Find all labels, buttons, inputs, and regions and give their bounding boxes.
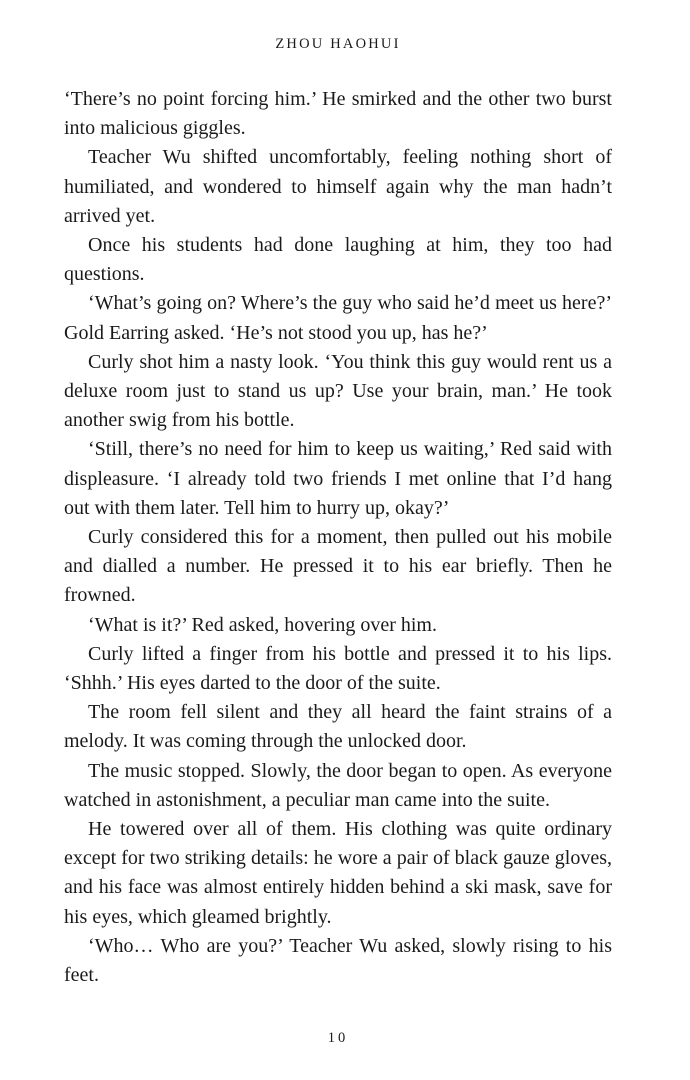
paragraph: Curly lifted a finger from his bottle and pressed it to his lips. ‘Shhh.’ His eyes darted to the door of the suite. — [64, 642, 612, 695]
running-head: ZHOU HAOHUI — [275, 36, 401, 52]
paragraph: ‘What’s going on? Where’s the guy who said he’d meet us here?’ Gold Earring asked. ‘He’s not stood you up, has he?’ — [64, 292, 612, 344]
paragraph: ‘There’s no point forcing him.’ He smirked and the other two burst into malicious giggles. — [64, 88, 612, 140]
paragraph: Teacher Wu shifted uncomfortably, feeling nothing short of humiliated, and wondered to himself again why the man hadn’t arrived yet. — [64, 146, 612, 227]
paragraph: He towered over all of them. His clothing was quite ordinary except for two striking details: he wore a pair of black gauze gloves, and his face was almost entirely hidden behind a ski mask, save for his eyes, which gleamed brightly. — [64, 818, 612, 928]
paragraph: Once his students had done laughing at him, they too had questions. — [64, 234, 612, 286]
page-number: 10 — [327, 1030, 349, 1046]
paragraph: The room fell silent and they all heard the faint strains of a melody. It was coming through the unlocked door. — [64, 701, 612, 753]
paragraph: Curly considered this for a moment, then pulled out his mobile and dialled a number. He pressed it to his ear briefly. Then he frowned. — [64, 526, 612, 607]
book-page — [64, 0, 612, 1080]
paragraph: The music stopped. Slowly, the door began to open. As everyone watched in astonishment, a peculiar man came into the suite. — [64, 759, 612, 811]
paragraph: Curly shot him a nasty look. ‘You think this guy would rent us a deluxe room just to stand us up? Use your brain, man.’ He took another swig from his bottle. — [64, 350, 612, 432]
paragraph: ‘What is it?’ Red asked, hovering over him. — [88, 613, 437, 636]
paragraph: ‘Who… Who are you?’ Teacher Wu asked, slowly rising to his feet. — [64, 934, 612, 987]
body-text — [64, 85, 612, 990]
paragraph: ‘Still, there’s no need for him to keep us waiting,’ Red said with displeasure. ‘I already told two friends I met online that I’d hang out with them later. Tell him to hurry up, okay?’ — [64, 438, 612, 519]
